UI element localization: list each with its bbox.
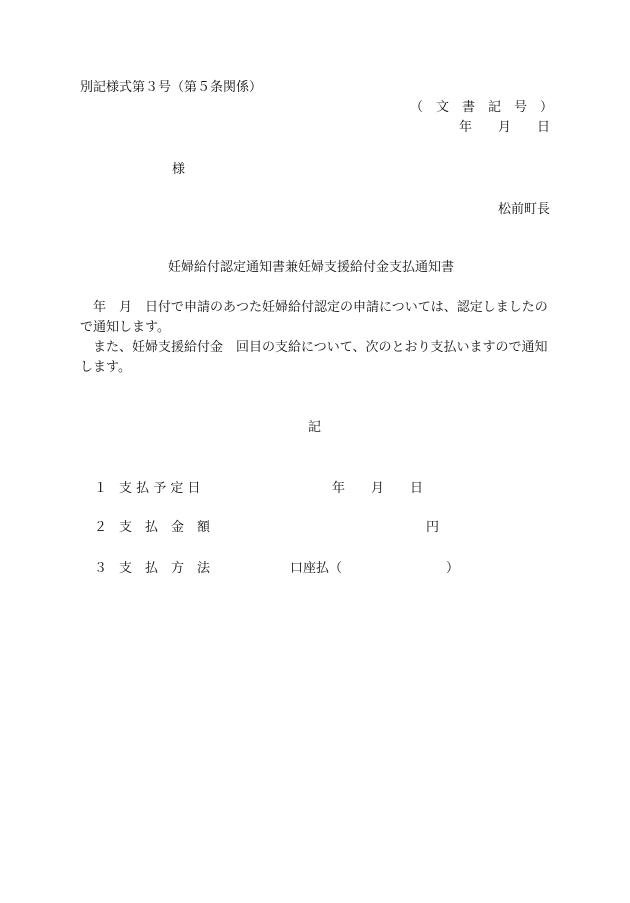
document-title: 妊婦給付認定通知書兼妊婦支援給付金支払通知書 xyxy=(168,260,455,275)
item-label-payment-method: 支 払 方 法 xyxy=(119,561,211,576)
body-text xyxy=(80,298,554,378)
body-paragraph-2: また、妊婦支援給付金 回目の支給について、次のとおり支払いますので通知します。 xyxy=(80,340,548,375)
sender-name: 松前町長 xyxy=(497,202,550,217)
form-label: 別記様式第３号（第５条関係） xyxy=(80,80,263,95)
item-label-payment-amount: 支 払 金 額 xyxy=(119,520,211,535)
item-value-payment-date: 年 月 日 xyxy=(332,481,424,496)
item-label-payment-date: 支 払 予 定 日 xyxy=(119,481,201,496)
header-date: 年 月 日 xyxy=(458,120,550,135)
item-number-2: ２ xyxy=(94,520,108,535)
item-value-payment-method: 口座払（ ） xyxy=(290,561,460,576)
ki-heading: 記 xyxy=(308,420,322,435)
document-number: （ 文 書 記 号 ） xyxy=(410,100,554,115)
addressee-honorific: 様 xyxy=(172,162,186,177)
item-number-3: ３ xyxy=(94,561,108,576)
item-value-payment-amount: 円 xyxy=(426,520,440,535)
body-paragraph-1: 年 月 日付で申請のあつた妊婦給付認定の申請については、認定しましたので通知します。 xyxy=(80,300,548,335)
item-number-1: １ xyxy=(94,481,108,496)
